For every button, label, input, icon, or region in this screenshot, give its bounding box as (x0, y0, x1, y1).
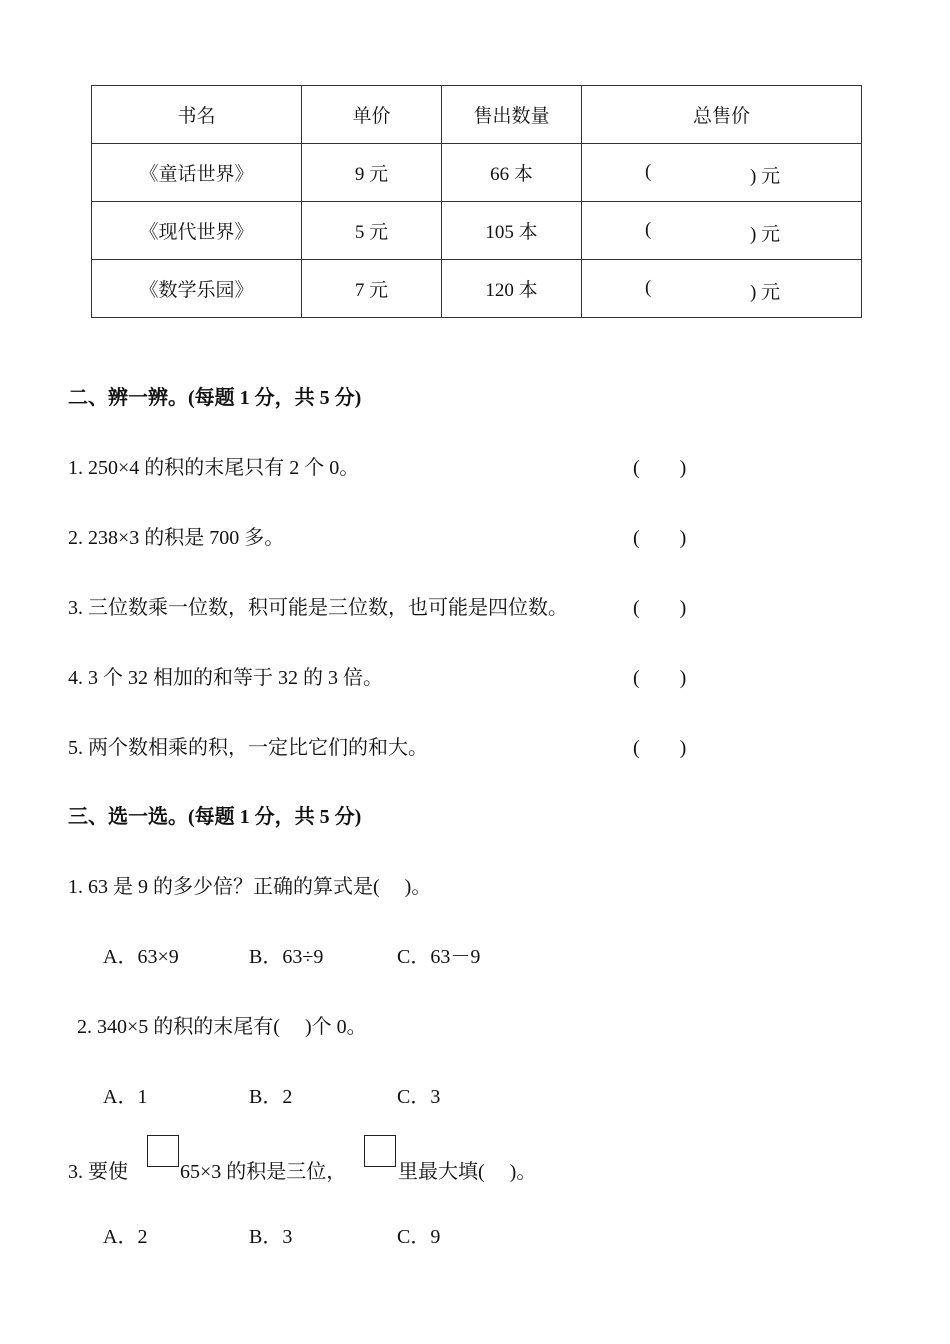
choice-question-1: 1. 63 是 9 的多少倍？正确的算式是( )。 (68, 876, 432, 898)
judge-question-2: 2. 238×3 的积是 700 多。 (68, 527, 285, 549)
quantity-cell: 105 本 (442, 202, 582, 260)
close-paren-unit: ) 元 (750, 166, 781, 187)
choice-question-3-middle: 65×3 的积是三位， (180, 1161, 347, 1183)
q2-option-c[interactable]: C．3 (397, 1086, 441, 1108)
close-paren-unit: ) 元 (750, 282, 781, 303)
book-sales-table (91, 85, 862, 318)
total-answer-cell[interactable] (582, 144, 862, 202)
table-header-row (92, 86, 862, 144)
total-answer-cell[interactable] (582, 202, 862, 260)
blank-box[interactable] (364, 1135, 396, 1167)
q3-option-b[interactable]: B．3 (249, 1226, 293, 1248)
q3-option-c[interactable]: C．9 (397, 1226, 441, 1248)
price-cell: 9 元 (302, 144, 442, 202)
judge-question-3: 3. 三位数乘一位数，积可能是三位数，也可能是四位数。 (68, 597, 568, 619)
total-answer-cell[interactable] (582, 260, 862, 318)
judge-answer-1[interactable]: ( ) (633, 457, 687, 479)
quantity-cell: 120 本 (442, 260, 582, 318)
header-quantity: 售出数量 (442, 86, 582, 144)
table-row (92, 202, 862, 260)
open-paren: ( (645, 161, 652, 182)
price-cell: 7 元 (302, 260, 442, 318)
judge-answer-2[interactable]: ( ) (633, 527, 687, 549)
quantity-cell: 66 本 (442, 144, 582, 202)
header-total: 总售价 (582, 86, 862, 144)
header-book-name: 书名 (92, 86, 302, 144)
judge-question-5: 5. 两个数相乘的积，一定比它们的和大。 (68, 737, 428, 759)
judge-question-4: 4. 3 个 32 相加的和等于 32 的 3 倍。 (68, 667, 383, 689)
table-row (92, 144, 862, 202)
q2-option-a[interactable]: A．1 (103, 1086, 148, 1108)
header-unit-price: 单价 (302, 86, 442, 144)
q1-option-c[interactable]: C．63－9 (397, 946, 481, 968)
choice-question-3-suffix: 里最大填( )。 (398, 1161, 537, 1183)
choice-question-2: 2. 340×5 的积的末尾有( )个 0。 (77, 1016, 367, 1038)
q1-option-a[interactable]: A．63×9 (103, 946, 179, 968)
book-name-cell: 《现代世界》 (92, 202, 302, 260)
section2-title: 二、辨一辨。(每题 1 分，共 5 分) (68, 387, 362, 409)
book-name-cell: 《数学乐园》 (92, 260, 302, 318)
table-row (92, 260, 862, 318)
book-name-cell: 《童话世界》 (92, 144, 302, 202)
judge-question-1: 1. 250×4 的积的末尾只有 2 个 0。 (68, 457, 360, 479)
q2-option-b[interactable]: B．2 (249, 1086, 293, 1108)
judge-answer-4[interactable]: ( ) (633, 667, 687, 689)
section3-title: 三、选一选。(每题 1 分，共 5 分) (68, 806, 362, 828)
choice-question-3-prefix: 3. 要使 (68, 1161, 128, 1183)
judge-answer-3[interactable]: ( ) (633, 597, 687, 619)
judge-answer-5[interactable]: ( ) (633, 737, 687, 759)
open-paren: ( (645, 219, 652, 240)
blank-box[interactable] (147, 1135, 179, 1167)
close-paren-unit: ) 元 (750, 224, 781, 245)
open-paren: ( (645, 277, 652, 298)
price-cell: 5 元 (302, 202, 442, 260)
q3-option-a[interactable]: A．2 (103, 1226, 148, 1248)
q1-option-b[interactable]: B．63÷9 (249, 946, 324, 968)
